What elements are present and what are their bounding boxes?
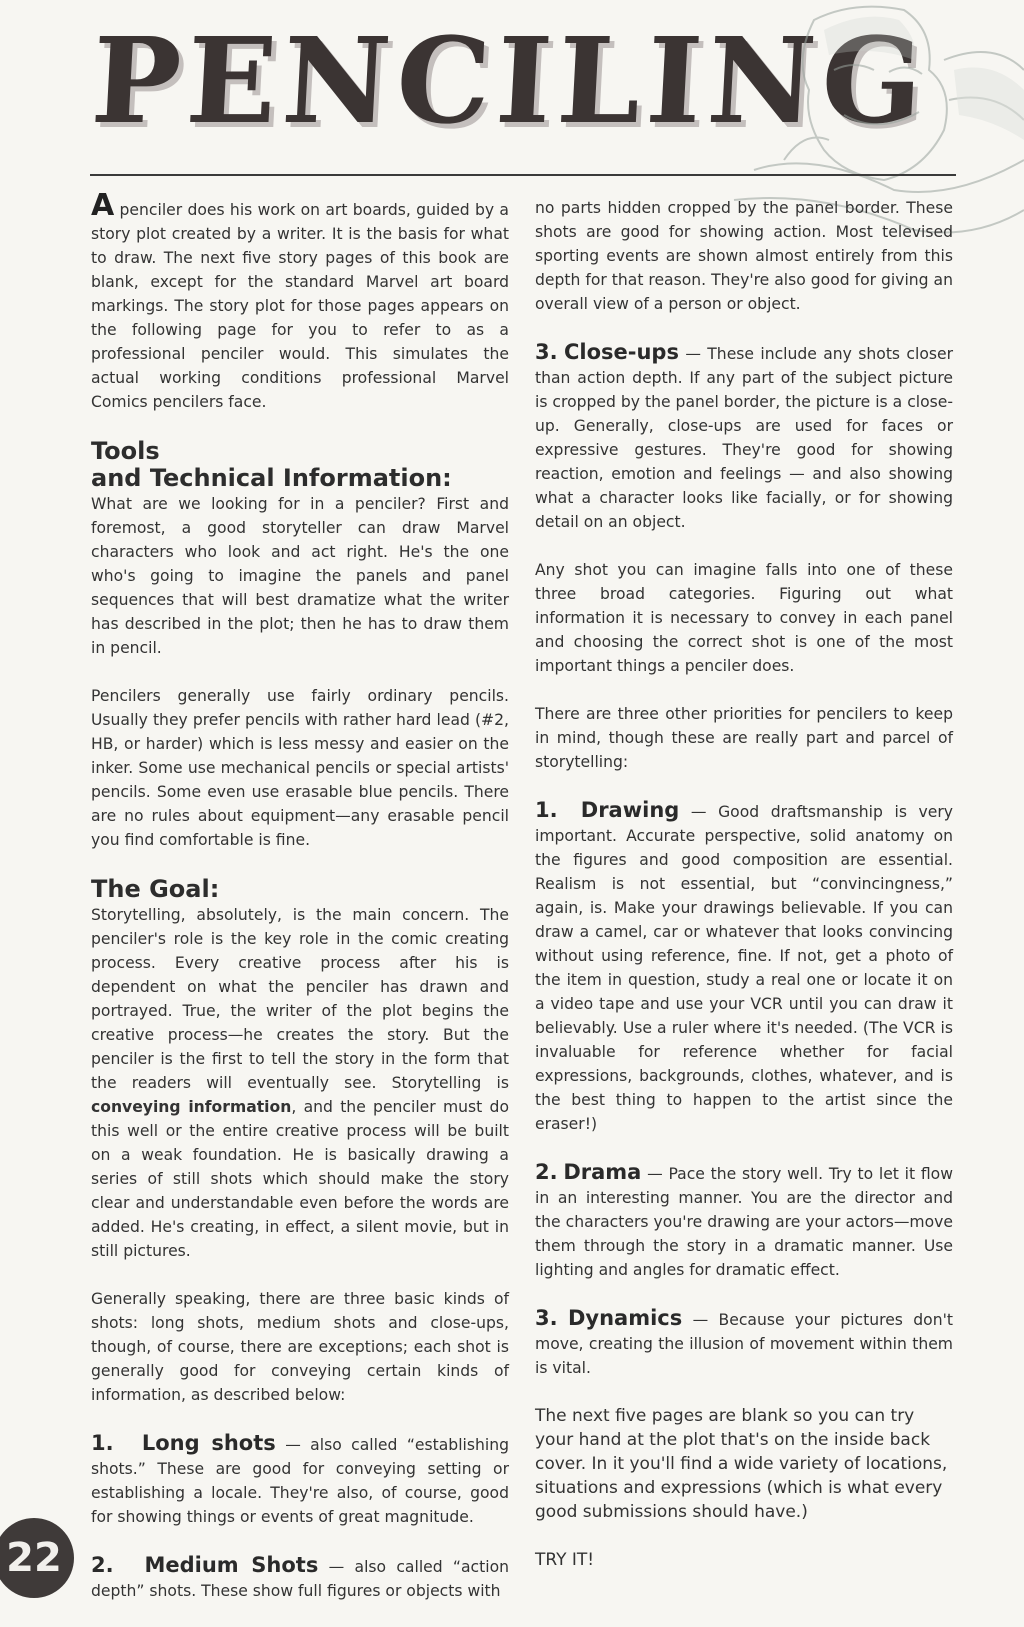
goal-paragraph-1: Storytelling, absolutely, is the main concern. The penciler's role is the key role in the comic creating process. Every creative process after his is dependent on what the penciler has drawn and portrayed. True, the writer of the plot begins the creative process—he creates the story. But the penciler is the first to tell the story in the form that the readers will eventually see. Storytelling is conveying information, and the penciler must do this well or the entire creative process will be built on a weak foundation. He is basically drawing a series of still shots which should make the story clear and understandable even before the words are added. He's creating, in effect, a silent movie, but in still pictures. — [91, 906, 509, 1260]
drop-cap: A — [91, 188, 115, 223]
medium-shots-item: 2. Medium Shots — also called “action depth” shots. These show full figures or objects with — [91, 1553, 510, 1600]
intro-paragraph: A penciler does his work on art boards, guided by a story plot created by a writer. It is the basis for what to draw. The next five story pages of this book are blank, except for the standard Marvel art board markings. The story plot for those pages appears on the following page for you to refer to as a professional penciler would. This simulates the actual working conditions professional Marvel Comics pencilers face. — [91, 188, 509, 411]
tools-heading: Tools and Technical Information: — [91, 437, 452, 492]
long-shots-item: 1. Long shots — also called “establishing shots.” These are good for conveying setting or establishing a locale. They're also, of course, good for showing things or events of great magnitude. — [91, 1431, 509, 1526]
dynamics-item: 3. Dynamics — Because your pictures don't move, creating the illusion of movement within them is vital. — [535, 1306, 953, 1377]
tools-paragraph-1: What are we looking for in a penciler? First and foremost, a good storyteller can draw Marvel characters who look and act right. He's the one who's going to imagine the panels and panel sequences that will best dramatize what the writer has described in the plot; then he has to draw them in pencil. — [91, 495, 509, 657]
page-title: PENCILING — [88, 11, 933, 150]
any-shot-paragraph: Any shot you can imagine falls into one of these three broad categories. Figuring out what information it is necessary to convey in each panel and choosing the correct shot is one of the most important things a penciler does. — [535, 561, 953, 675]
tools-paragraph-2: Pencilers generally use fairly ordinary pencils. Usually they prefer pencils with rather hard lead (#2, HB, or harder) which is less messy and easier on the inker. Some use mechanical pencils or special artists' pencils. Some even use erasable blue pencils. There are no rules about equipment—any erasable pencil you find comfortable is fine. — [91, 687, 509, 849]
drama-item: 2. Drama — Pace the story well. Try to let it flow in an interesting manner. You are the director and the characters you're drawing are your actors—move them through the story in a dramatic manner. Use lighting and angles for dramatic effect. — [535, 1160, 953, 1279]
drawing-item: 1. Drawing — Good draftsmanship is very important. Accurate perspective, solid anatomy on the figures and good composition are essential. Realism is not essential, but “convincingness,” again, is. Make your drawings believable. If you can draw a camel, car or whatever that looks convincing without using reference, fine. If not, get a photo of the item in question, study a real one or locate it on a video tape and use your VCR until you can draw it believably. Use a ruler where it's needed. (The VCR is invaluable for reference whether for facial expressions, backgrounds, clothes, whatever, and is the best thing to happen to the artist since the eraser!) — [535, 798, 953, 1133]
medium-shots-continued: no parts hidden cropped by the panel border. These shots are good for showing action. Most televised sporting events are shown almost entirely from this depth for that reason. They're also good for giving an overall view of a person or object. — [535, 199, 953, 313]
right-column — [535, 196, 953, 1596]
closing-paragraph: The next five pages are blank so you can try your hand at the plot that's on the inside back cover. In it you'll find a wide variety of locations, situations and expressions (which is what every good submissions should have.) — [535, 1406, 948, 1522]
left-column — [91, 188, 510, 1627]
priorities-paragraph: There are three other priorities for pencilers to keep in mind, though these are really part and parcel of storytelling: — [535, 705, 953, 771]
page-number-badge: 22 — [0, 1518, 74, 1598]
try-it-text: TRY IT! — [535, 1550, 595, 1570]
goal-paragraph-2: Generally speaking, there are three basic kinds of shots: long shots, medium shots and close-ups, though, of course, there are exceptions; each shot is generally good for conveying certain kinds of information, as described below: — [91, 1290, 509, 1404]
goal-heading: The Goal: — [91, 875, 220, 903]
close-ups-item: 3. Close-ups — These include any shots closer than action depth. If any part of the subject picture is cropped by the panel border, the picture is a close-up. Generally, close-ups are used for faces or expressive gestures. They're good for showing reaction, emotion and feelings — and also showing what a character looks like facially, or for showing detail on an object. — [535, 340, 953, 531]
title-divider — [90, 174, 956, 176]
